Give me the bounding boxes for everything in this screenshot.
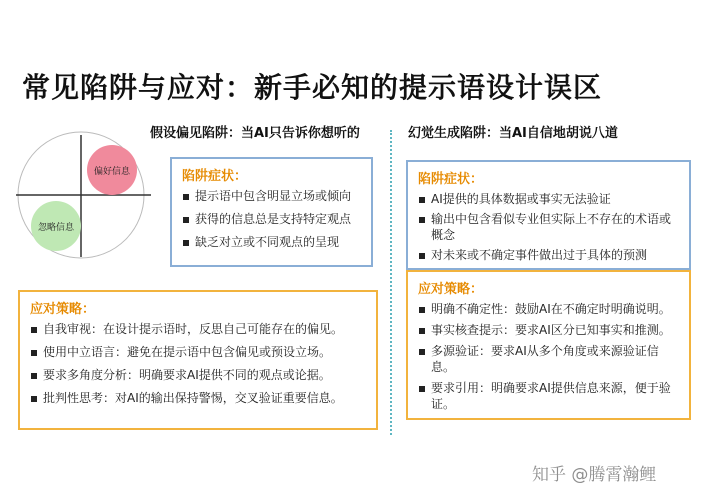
zhihu-watermark: 知乎 @腾霄瀚鲤 — [532, 465, 657, 485]
left-section-heading: 假设偏见陷阱：当AI只告诉你想听的 — [150, 126, 360, 141]
right-strategy-box — [406, 270, 691, 420]
left-symptoms-title: 陷阱症状： — [182, 169, 248, 184]
bias-quadrant-diagram — [6, 130, 156, 260]
right-symptoms-list — [418, 191, 679, 263]
left-strategy-title: 应对策略： — [30, 302, 96, 317]
list-item: 获得的信息总是支持特定观点 — [182, 211, 361, 227]
list-item: 要求引用：明确要求AI提供信息来源，便于验证。 — [418, 380, 679, 412]
left-symptoms-box — [170, 157, 373, 267]
list-item: 提示语中包含明显立场或倾向 — [182, 188, 361, 204]
right-section-heading: 幻觉生成陷阱：当AI自信地胡说八道 — [408, 126, 618, 141]
list-item: 使用中立语言：避免在提示语中包含偏见或预设立场。 — [30, 344, 366, 360]
ignored-info-label: 忽略信息 — [37, 223, 75, 233]
right-strategy-title: 应对策略： — [418, 282, 484, 297]
list-item: 缺乏对立或不同观点的呈现 — [182, 234, 361, 250]
list-item: 多源验证：要求AI从多个角度或来源验证信息。 — [418, 343, 679, 375]
list-item: 要求多角度分析：明确要求AI提供不同的观点或论据。 — [30, 367, 366, 383]
left-symptoms-list — [182, 188, 361, 250]
left-strategy-list — [30, 321, 366, 406]
list-item: 对未来或不确定事件做出过于具体的预测 — [418, 247, 679, 263]
list-item: 输出中包含看似专业但实际上不存在的术语或概念 — [418, 211, 679, 243]
list-item: 事实核查提示：要求AI区分已知事实和推测。 — [418, 322, 679, 338]
list-item: 批判性思考：对AI的输出保持警惕，交叉验证重要信息。 — [30, 390, 366, 406]
right-symptoms-box — [406, 160, 691, 270]
center-divider — [390, 130, 392, 435]
right-symptoms-title: 陷阱症状： — [418, 172, 484, 187]
left-strategy-box — [18, 290, 378, 430]
list-item: AI提供的具体数据或事实无法验证 — [418, 191, 679, 207]
list-item: 明确不确定性：鼓励AI在不确定时明确说明。 — [418, 301, 679, 317]
list-item: 自我审视：在设计提示语时，反思自己可能存在的偏见。 — [30, 321, 366, 337]
page-title: 常见陷阱与应对：新手必知的提示语设计误区 — [22, 71, 603, 104]
right-strategy-list — [418, 301, 679, 412]
bias-info-label: 偏好信息 — [93, 167, 131, 177]
